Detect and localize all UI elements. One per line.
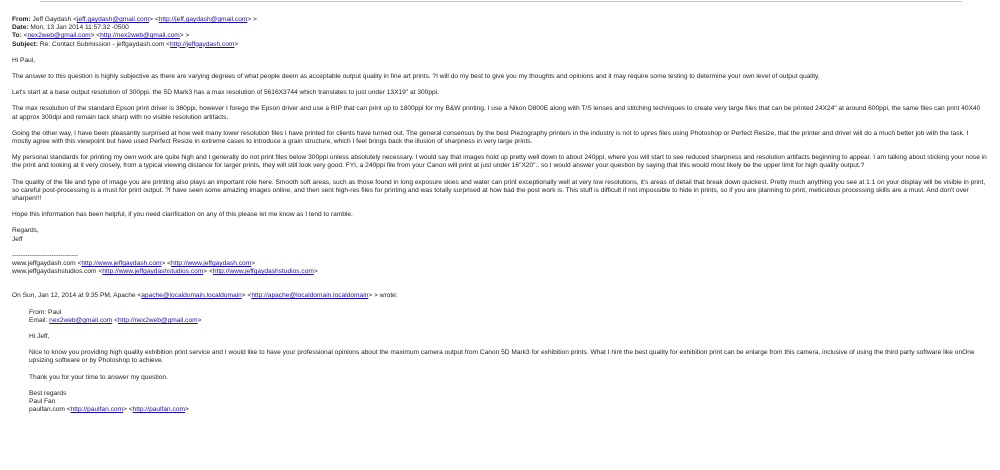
site1-sep: > < bbox=[161, 260, 172, 268]
body-paragraph-3: The max resolution of the standard Epson print driver is 360ppi, however I forego the Epson driver and use a RIP that can print up to 1800ppi for my B&W printing. I use a Nikon D800E along with T/S lenses and stitching techniques to create very large files that can be printed 24X24" at around 600ppi, the same files can print 40X40 at approx 300dpi and remain tack sharp with no visible resolution artifacts. bbox=[12, 105, 981, 121]
to-end: > > bbox=[179, 32, 190, 40]
signature-name: Jeff bbox=[12, 235, 23, 243]
to-sep: > < bbox=[90, 32, 101, 40]
quote-email-sep: < bbox=[112, 316, 118, 324]
site2-sep: > < bbox=[203, 268, 213, 276]
quote-greeting: Hi Jeff, bbox=[29, 333, 50, 341]
date-value: Mon, 13 Jan 2014 11:57:32 -0500 bbox=[30, 24, 129, 32]
body-paragraph-1: The answer to this question is highly subjective as there are varying degrees of what people deem as acceptable output quality in fine art prints. ?I will do my best to give you my thoughts and opinions and it may require some testing to determine your own level of output quality. bbox=[12, 73, 820, 81]
to-mailto-link[interactable]: http://nex2web@gmail.com bbox=[100, 32, 180, 40]
quote-site bbox=[29, 406, 987, 414]
quote-intro-sep: > < bbox=[241, 292, 252, 300]
top-divider bbox=[40, 1, 962, 2]
body-paragraph-5: My personal standards for printing my own work are quite high and I generally do not print files below 300ppi unless absolutely necessary. I would say that images hold up pretty well down to about 240ppi, where you will start to see reduced sharpness and resolution artifacts beginning to appear. I am talking about sticking your nose in the print and looking at it very closely, from a typical viewing distance for larger prints, they will still look very good. FYI, a 240ppi file from your Canon will print at just under 16"X20".. so I would answer your question by saying that this would most likely be the upper limit for high quality output.? bbox=[12, 154, 987, 170]
quote-name: Paul Fan bbox=[29, 398, 56, 406]
site1-link-b[interactable]: http://www.jeffgaydash.com bbox=[171, 260, 252, 268]
date-label: Date: bbox=[12, 24, 29, 32]
quote-from: From: Paul bbox=[29, 308, 62, 316]
subject-link[interactable]: http://jeffgaydash.com bbox=[170, 40, 235, 48]
to-email-link[interactable]: nex2web@gmail.com bbox=[27, 32, 91, 40]
from-end: > > bbox=[247, 16, 257, 23]
quote-email-label: Email: bbox=[29, 316, 50, 324]
quote-email-mailto-link[interactable]: http://nex2web@gmail.com bbox=[117, 316, 198, 324]
to-line bbox=[12, 32, 987, 40]
quote-intro-mailto-link[interactable]: http://apache@localdomain.localdomain bbox=[251, 292, 369, 300]
from-email-link[interactable]: jeff.gaydash@gmail.com bbox=[76, 16, 150, 23]
quote-site-text: paulfan.com < bbox=[29, 406, 71, 414]
site2-link-a[interactable]: http://www.jeffgaydashstudios.com bbox=[102, 268, 204, 276]
to-open: < bbox=[23, 32, 28, 40]
body-paragraph-7: Hope this information has been helpful, if you need clarification on any of this please let me know as I tend to ramble. bbox=[12, 211, 353, 219]
from-sep: > < bbox=[149, 16, 159, 23]
body-paragraph-6: The quality of the file and type of image you are printing also plays an important role here. Smooth soft areas, such as those found in long exposure skies and water can print exceptionally well at very low resolutions, it's areas of detail that break down quickest. Pretty much anything you see at 1:1 on your display will be visible in print, so careful post-processing is a must for print output. ?I have seen some amazing images online, and then sent high-res files for printing and was totally surprised at how bad the post work is. This stuff is difficult if not impossible to hide in prints, so if you are planning to print, meticulous processing skills are a must. And don't over sharpen!!! bbox=[12, 178, 986, 203]
quoted-message bbox=[29, 301, 987, 415]
subject-value: Re: Contact Submission - jeffgaydash.com < bbox=[39, 40, 171, 48]
quote-site-link-a[interactable]: http://paulfan.com bbox=[70, 406, 124, 414]
signature-site-1 bbox=[12, 260, 987, 268]
quote-intro bbox=[12, 292, 987, 300]
to-label: To: bbox=[12, 32, 22, 40]
quote-intro-end: > > wrote: bbox=[368, 292, 398, 300]
subject-end: > bbox=[234, 40, 239, 48]
signature-divider: ------------------------------ bbox=[12, 251, 78, 259]
site1-text: www.jeffgaydash.com < bbox=[12, 260, 82, 268]
subject-line bbox=[12, 41, 987, 49]
site2-link-b[interactable]: http://www.jeffgaydashstudios.com bbox=[212, 268, 314, 276]
site1-end: > bbox=[251, 260, 256, 268]
quote-best-regards: Best regards bbox=[29, 389, 67, 397]
site1-link-a[interactable]: http://www.jeffgaydash.com bbox=[81, 260, 162, 268]
regards: Regards, bbox=[12, 227, 39, 235]
quote-email bbox=[29, 317, 987, 325]
quote-site-end: > bbox=[185, 406, 189, 414]
quote-email-link[interactable]: nex2web@gmail.com bbox=[49, 316, 113, 324]
date-line bbox=[12, 24, 987, 32]
from-line bbox=[12, 16, 987, 24]
quote-email-end: > bbox=[197, 316, 202, 324]
email-header bbox=[12, 16, 987, 49]
email-message bbox=[12, 16, 987, 415]
site2-text: www.jeffgaydashstudios.com < bbox=[12, 268, 103, 276]
from-label: From: bbox=[12, 16, 31, 23]
site2-end: > bbox=[313, 268, 318, 276]
subject-label: Subject: bbox=[12, 40, 39, 48]
quote-intro-text: On Sun, Jan 12, 2014 at 9:35 PM, Apache < bbox=[12, 292, 142, 300]
body-paragraph-4: Going the other way, I have been pleasantly surprised at how well many lower resolution files I have printed for clients have turned out. The general consensus by the best Piezography printers in the industry is not to upres files using Photoshop or Perfect Resize, that the printer and driver will do a much better job with the task. I mostly agree with this viewpoint but have used Perfect Resize in extreme cases to introduce a grain structure, which I feel brings back the illusion of sharpness in very large prints. bbox=[12, 129, 969, 146]
body-paragraph-2: Let's start at a base output resolution of 300ppi. the 5D Mark3 has a max resolution of 5616X3744 which translates to just under 13X19" at 300ppi. bbox=[12, 89, 439, 97]
quote-body: Nice to know you providing high quality exhibition print service and I would like to have your professional opinions about the maximum camera output from Canon 5D Mark3 for exhibition prints. What I hint the best quality for exhibition print can be enlarge from this camera, inclusive of using the third party software like onOne upsizing software or by Photoshop to achieve. bbox=[29, 349, 975, 365]
quote-site-sep: > < bbox=[123, 406, 133, 414]
body-greeting: Hi Paul, bbox=[12, 56, 36, 64]
signature-site-2 bbox=[12, 268, 987, 276]
quote-site-link-b[interactable]: http://paulfan.com bbox=[132, 406, 185, 414]
from-mailto-link[interactable]: http://jeff.gaydash@gmail.com bbox=[158, 16, 248, 23]
quote-thanks: Thank you for your time to answer my question. bbox=[29, 373, 168, 381]
from-name: Jeff Gaydash < bbox=[32, 16, 77, 23]
quote-intro-email-link[interactable]: apache@localdomain.localdomain bbox=[141, 292, 242, 300]
